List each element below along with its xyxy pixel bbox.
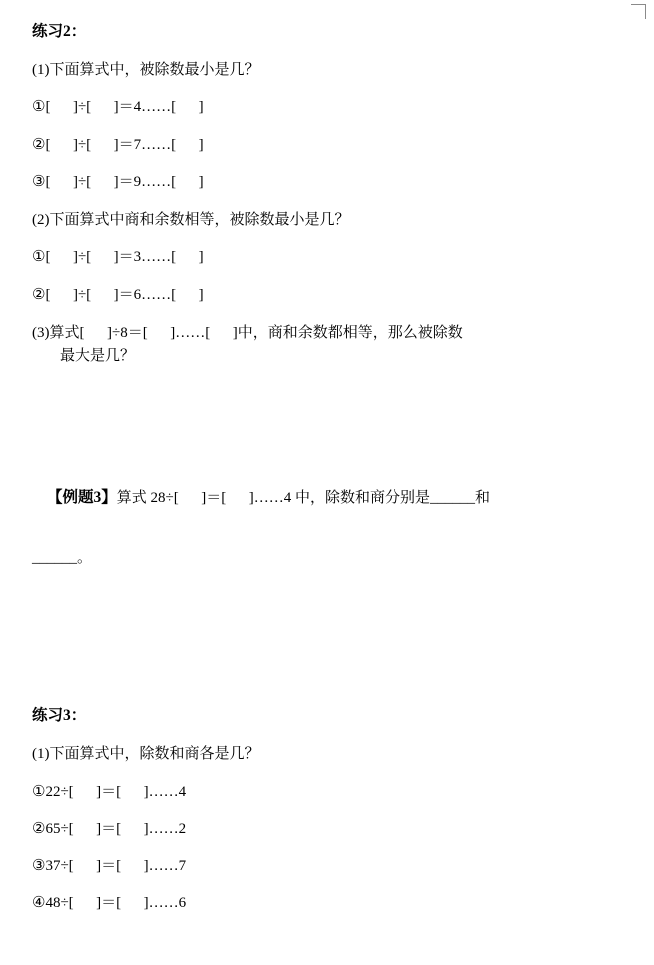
practice-3-item-3: ③37÷[ ]＝[ ]……7: [32, 858, 187, 875]
practice-3-question-1: (1)下面算式中，除数和商各是几？: [32, 746, 260, 763]
example-3-line-1: [32, 462, 622, 533]
practice-2-item-2-2: ②[ ]÷[ ]＝6……[ ]: [32, 286, 204, 303]
spacer-before-practice-3: [32, 570, 622, 658]
section-heading-practice-3: 练习3：: [32, 707, 87, 725]
practice-2-question-2: (2)下面算式中商和余数相等，被除数最小是几？: [32, 212, 350, 229]
spacer-before-practice-3-b: [32, 658, 622, 704]
example-3-line-2: ______。: [32, 550, 93, 567]
practice-3-item-2: ②65÷[ ]＝[ ]……2: [32, 820, 187, 837]
practice-3-item-1: ①22÷[ ]＝[ ]……4: [32, 783, 187, 800]
practice-2-item-1-3: ③[ ]÷[ ]＝9……[ ]: [32, 173, 204, 190]
practice-2-item-1-1: ①[ ]÷[ ]＝4……[ ]: [32, 99, 204, 116]
practice-2-item-2-1: ①[ ]÷[ ]＝3……[ ]: [32, 249, 204, 266]
example-3-label: 【例题3】: [47, 488, 117, 506]
practice-2-question-3-line-2: 最大是几？: [60, 348, 136, 365]
practice-2-question-3-line-1: (3)算式[ ]÷8＝[ ]……[ ]中，商和余数都相等，那么被除数: [32, 324, 463, 341]
spacer-before-example-3: [32, 368, 622, 456]
practice-2-item-1-2: ②[ ]÷[ ]＝7……[ ]: [32, 136, 204, 153]
practice-2-question-1: (1)下面算式中，被除数最小是几？: [32, 62, 260, 79]
spacer-top: [32, 0, 622, 20]
example-3-text: 算式 28÷[ ]＝[ ]……4 中，除数和商分别是______和: [116, 489, 490, 506]
practice-3-item-4: ④48÷[ ]＝[ ]……6: [32, 895, 187, 912]
page-corner-mark: [631, 4, 646, 19]
section-heading-practice-2: 练习2：: [32, 23, 87, 40]
